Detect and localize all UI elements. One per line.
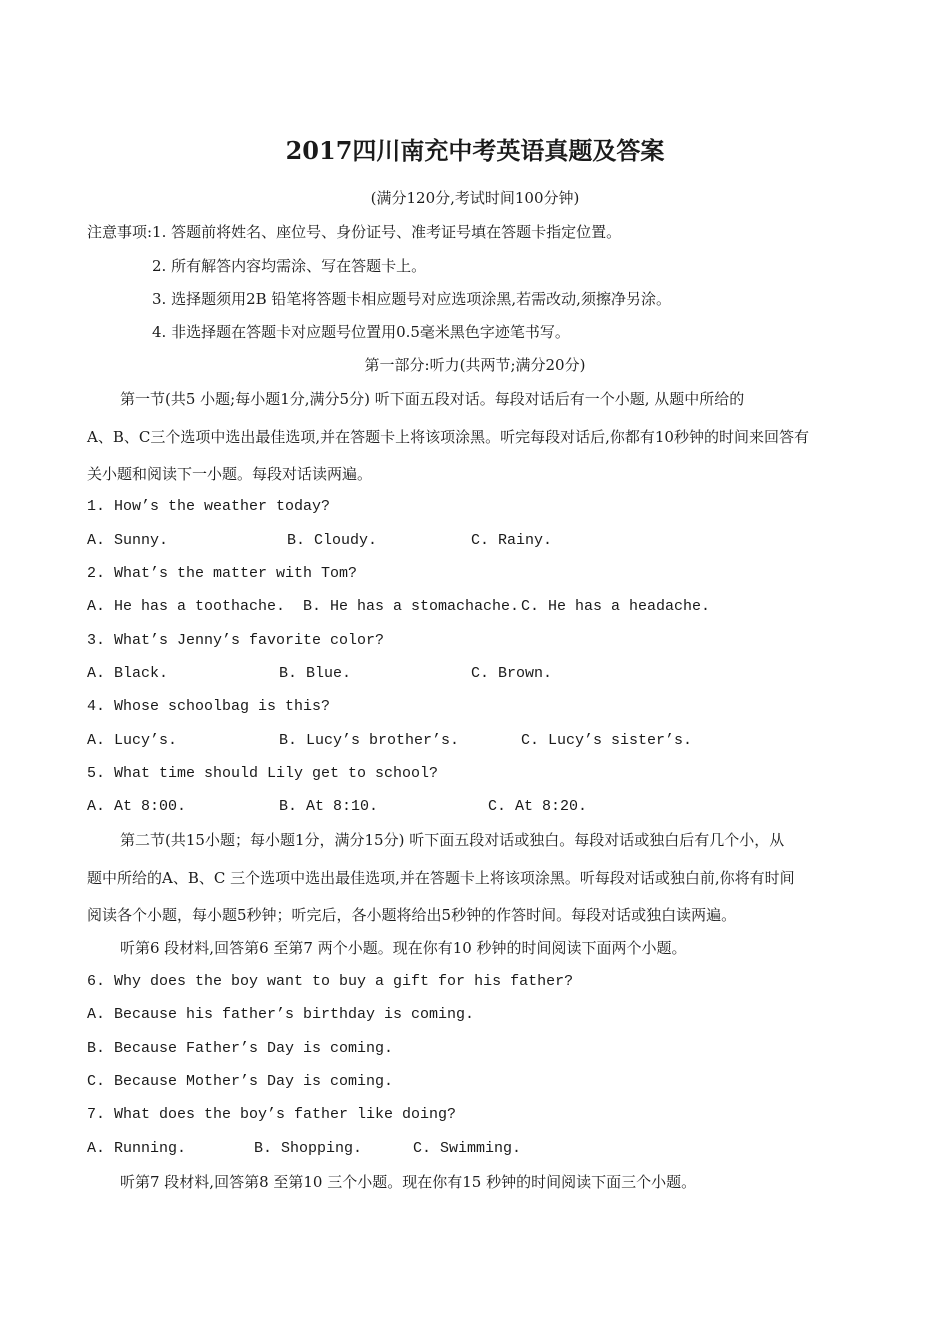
section1-intro-line-1: 第一节(共5 小题;每小题1分,满分5分) 听下面五段对话。每段对话后有一个小题, 从题中所给的 bbox=[120, 390, 745, 408]
material7-intro: 听第7 段材料,回答第8 至第10 三个小题。现在你有15 秒钟的时间阅读下面三个小题。 bbox=[120, 1173, 697, 1191]
question-7: 7. What does the boy’s father like doing? bbox=[87, 1106, 457, 1123]
question-4: 4. Whose schoolbag is this? bbox=[87, 698, 331, 715]
q2-option-b: B. He has a stomachache. bbox=[303, 598, 520, 615]
question-1: 1. How’s the weather today? bbox=[87, 498, 331, 515]
q5-option-b: B. At 8:10. bbox=[279, 798, 379, 815]
question-2: 2. What’s the matter with Tom? bbox=[87, 565, 358, 582]
note-2: 2. 所有解答内容均需涂、写在答题卡上。 bbox=[152, 257, 427, 275]
part1-title: 第一部分:听力(共两节;满分20分) bbox=[364, 356, 586, 374]
q5-option-c: C. At 8:20. bbox=[488, 798, 588, 815]
q3-option-c: C. Brown. bbox=[471, 665, 553, 682]
q7-option-b: B. Shopping. bbox=[254, 1140, 363, 1157]
q1-option-b: B. Cloudy. bbox=[287, 532, 378, 549]
page-title: 2017四川南充中考英语真题及答案 bbox=[285, 136, 665, 165]
question-3: 3. What’s Jenny’s favorite color? bbox=[87, 632, 385, 649]
q1-option-c: C. Rainy. bbox=[471, 532, 553, 549]
q2-option-c: C. He has a headache. bbox=[521, 598, 711, 615]
q6-option-a: A. Because his father’s birthday is coming. bbox=[87, 1006, 475, 1023]
q1-option-a: A. Sunny. bbox=[87, 532, 169, 549]
q4-option-c: C. Lucy’s sister’s. bbox=[521, 732, 693, 749]
note-3: 3. 选择题须用2B 铅笔将答题卡相应题号对应选项涂黑,若需改动,须擦净另涂。 bbox=[152, 290, 671, 308]
q7-option-c: C. Swimming. bbox=[413, 1140, 522, 1157]
question-6: 6. Why does the boy want to buy a gift for his father? bbox=[87, 973, 574, 990]
q3-option-a: A. Black. bbox=[87, 665, 169, 682]
section2-intro-line-1: 第二节(共15小题；每小题1分，满分15分) 听下面五段对话或独白。每段对话或独白后有几个小，从 bbox=[120, 831, 785, 849]
section2-intro-line-2: 题中所给的A、B、C 三个选项中选出最佳选项,并在答题卡上将该项涂黑。听每段对话或独白前,你将有时间 bbox=[87, 869, 795, 887]
q6-option-b: B. Because Father’s Day is coming. bbox=[87, 1040, 394, 1057]
note-1: 注意事项:1. 答题前将姓名、座位号、身份证号、准考证号填在答题卡指定位置。 bbox=[87, 223, 622, 241]
subtitle: (满分120分,考试时间100分钟) bbox=[370, 189, 580, 207]
section1-intro-line-3: 关小题和阅读下一小题。每段对话读两遍。 bbox=[87, 465, 373, 483]
q3-option-b: B. Blue. bbox=[279, 665, 352, 682]
question-5: 5. What time should Lily get to school? bbox=[87, 765, 439, 782]
material6-intro: 听第6 段材料,回答第6 至第7 两个小题。现在你有10 秒钟的时间阅读下面两个小题。 bbox=[120, 939, 687, 957]
q7-option-a: A. Running. bbox=[87, 1140, 187, 1157]
q6-option-c: C. Because Mother’s Day is coming. bbox=[87, 1073, 394, 1090]
q2-option-a: A. He has a toothache. bbox=[87, 598, 286, 615]
q5-option-a: A. At 8:00. bbox=[87, 798, 187, 815]
q4-option-b: B. Lucy’s brother’s. bbox=[279, 732, 460, 749]
q4-option-a: A. Lucy’s. bbox=[87, 732, 178, 749]
note-4: 4. 非选择题在答题卡对应题号位置用0.5毫米黑色字迹笔书写。 bbox=[152, 323, 570, 341]
section1-intro-line-2: A、B、C三个选项中选出最佳选项,并在答题卡上将该项涂黑。听完每段对话后,你都有10秒钟的时间来回答有 bbox=[87, 428, 809, 446]
section2-intro-line-3: 阅读各个小题，每小题5秒钟；听完后，各小题将给出5秒钟的作答时间。每段对话或独白读两遍。 bbox=[87, 906, 737, 924]
